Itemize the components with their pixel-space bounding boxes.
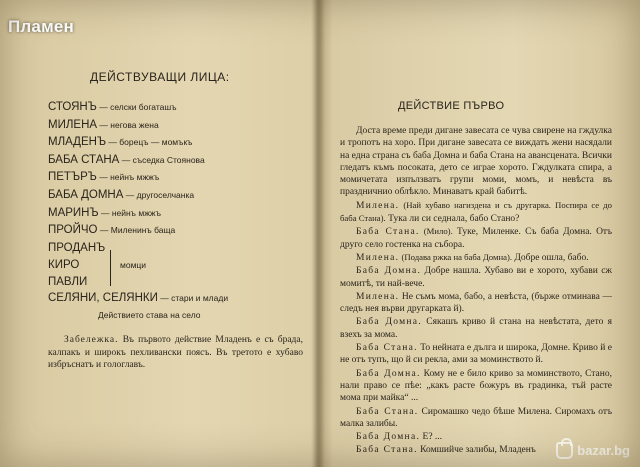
cast-name: ПРОЙЧО bbox=[48, 224, 98, 237]
speaker-name: Баба Стана. bbox=[356, 343, 418, 354]
cast-row bbox=[48, 152, 303, 170]
cast-name: БАБА ДОМНА bbox=[48, 188, 124, 201]
cast-name: МИЛЕНА bbox=[48, 118, 98, 131]
spoken-text: То нейната е дълга и широка, Домне. Криво й е не отъ тупъ, що й си рекла, ами за моминството й. bbox=[340, 343, 612, 366]
cast-row-villagers bbox=[48, 290, 303, 308]
spoken-text: Сиромашко чедо бѣше Милена. Сиромахъ отъ малка залибы. bbox=[340, 406, 612, 429]
production-note bbox=[48, 334, 303, 371]
cast-desc: — Миленинъ баща bbox=[97, 225, 176, 236]
stage-direction: (Най хубаво нагиздена и съ другарка. Поспира се до баба Стана). bbox=[340, 199, 612, 224]
group-brace bbox=[110, 250, 116, 286]
cast-name: МАРИНЪ bbox=[48, 206, 99, 219]
marketplace-logo bbox=[556, 442, 630, 459]
cast-desc: — стари и млади bbox=[157, 292, 229, 303]
speaker-name: Баба Домна. bbox=[356, 432, 421, 443]
right-page bbox=[340, 100, 612, 457]
cast-group-youths bbox=[48, 240, 303, 290]
dialogue-line bbox=[340, 199, 612, 226]
cast-name: БАБА СТАНА bbox=[48, 153, 120, 166]
cast-row bbox=[48, 222, 303, 240]
spoken-text: Туке, Миленке. Съ баба Домна. Отъ друго село гостенка на съборa. bbox=[340, 227, 612, 250]
cast-list bbox=[48, 99, 303, 240]
cast-desc: — селски богаташъ bbox=[96, 102, 177, 112]
cast-desc: — нейнъ мжжъ bbox=[96, 172, 160, 183]
dialogue-line bbox=[340, 290, 612, 316]
stage-direction-intro: Доста време преди дигане завесата се чува свирене на гждулка и тропотъ на хоро. При дигане завесата се виждатъ жени насядали на една страна съ баба Домна и баба Стана на авансцената. Всички гледатъ къмъ посоката, дето се играе хорото. Гждулката спира, а момичетата изпълзватъ групи моми, момъ, и невѣста въ праздничниo облѣкло. Минаватъ край бабитѣ. bbox=[340, 126, 612, 198]
cast-name: СТОЯНЪ bbox=[48, 101, 97, 113]
spoken-text: Комшийче залибы, Младенъ bbox=[417, 445, 536, 456]
speaker-name: Баба Стана. bbox=[356, 445, 418, 456]
seller-watermark: Пламен bbox=[8, 17, 74, 36]
cast-desc: — съседка Стоянова bbox=[119, 154, 205, 165]
note-label: Забележка. bbox=[64, 335, 119, 346]
spoken-text: Тукa ли си седнала, бабо Стано? bbox=[385, 214, 520, 225]
spoken-text: Кому не е било криво за моминството, Стано, нали право се пѣе: „какъ расте божуръ въ градинка, тъй расте мома при майка“ ... bbox=[340, 368, 612, 404]
spoken-text: Е? ... bbox=[420, 432, 443, 443]
stage-direction: (Мило). bbox=[419, 226, 453, 237]
cast-name: МЛАДЕНЪ bbox=[48, 136, 107, 149]
speaker-name: Баба Домна. bbox=[356, 368, 421, 379]
book-spine bbox=[311, 0, 325, 467]
dialogue-line bbox=[340, 405, 612, 431]
speaker-name: Баба Домна. bbox=[356, 317, 422, 328]
logo-text: bazar.bg bbox=[577, 443, 630, 458]
cast-row bbox=[48, 134, 303, 152]
dialogue-line bbox=[340, 251, 612, 264]
cast-name: СЕЛЯНИ, СЕЛЯНКИ bbox=[48, 291, 158, 304]
spoken-text: Добре ошла, бабо. bbox=[512, 252, 589, 263]
spoken-text: Добре нашла. Хубаво ви е хорото, хубави сж момитѣ, ти най-вече. bbox=[340, 266, 612, 289]
cast-title: ДЕЙСТВУВАЩИ ЛИЦА: bbox=[90, 70, 230, 84]
speaker-name: Милена. bbox=[356, 291, 400, 302]
dialogue-line bbox=[340, 341, 612, 367]
speaker-name: Милена. bbox=[356, 200, 400, 211]
act-title: ДЕЙСТВИЕ ПЪРВО bbox=[398, 100, 505, 112]
speaker-name: Баба Домна. bbox=[356, 266, 422, 277]
cast-desc: — негова жена bbox=[97, 119, 159, 130]
cast-name: ПЕТЪРЪ bbox=[48, 171, 97, 184]
dialogue-line bbox=[340, 315, 612, 341]
spoken-text: Сякашъ криво й стана на невѣстата, дето я взехъ за мома. bbox=[340, 317, 612, 340]
speaker-name: Милена. bbox=[356, 252, 400, 263]
cast-row bbox=[48, 117, 303, 135]
group-name: ПРОДАНЪ bbox=[48, 241, 106, 254]
cast-desc: — нейнъ мжжъ bbox=[98, 207, 162, 218]
dialogue-line bbox=[340, 367, 612, 405]
dialogue bbox=[340, 199, 612, 457]
cast-row bbox=[48, 205, 303, 223]
cast-row bbox=[48, 187, 303, 205]
group-name: КИРО bbox=[48, 258, 80, 271]
group-desc: момци bbox=[120, 259, 147, 270]
shopping-bag-icon bbox=[556, 442, 573, 459]
dialogue-line bbox=[340, 264, 612, 290]
group-name: ПАВЛИ bbox=[48, 275, 88, 288]
stage-direction: (Подава ржка на баба Домна). bbox=[399, 251, 513, 262]
speaker-name: Баба Стана. bbox=[356, 406, 419, 417]
dialogue-line bbox=[340, 225, 612, 251]
cast-desc: — борецъ — момъкъ bbox=[106, 137, 193, 148]
scene-note: Действието става на селo bbox=[98, 310, 201, 321]
cast-row bbox=[48, 169, 303, 187]
group-names bbox=[48, 240, 303, 291]
note-text: Въ първото действие Младенъ е съ брада, калпакъ и широкъ пехливански поясъ. Въ третото е хубаво избръснатъ и гологлавъ. bbox=[48, 335, 303, 370]
spoken-text: Не съмъ мома, бабо, а невѣста, (бърже отминава — следъ нея върви другарката й). bbox=[340, 291, 612, 315]
left-page bbox=[48, 70, 303, 371]
cast-desc: — другоселчанка bbox=[123, 189, 195, 200]
speaker-name: Баба Стана. bbox=[356, 227, 420, 238]
cast-row bbox=[48, 99, 303, 117]
